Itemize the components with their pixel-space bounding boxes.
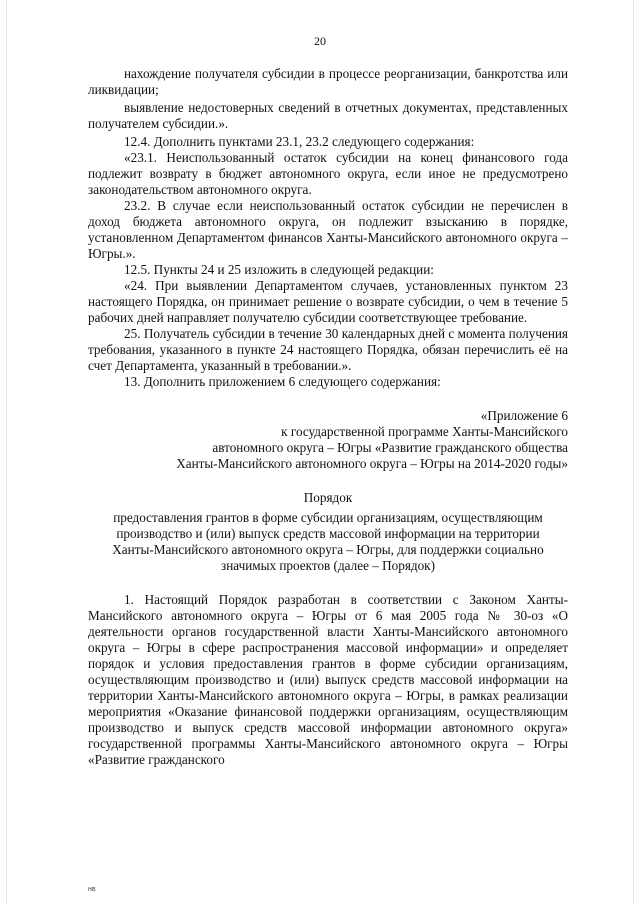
footer-mark: нв: [88, 886, 96, 893]
appendix-line-1: «Приложение 6: [480, 408, 568, 423]
paragraph-12-4: 12.4. Дополнить пунктами 23.1, 23.2 следующего содержания:: [124, 134, 475, 149]
document-body: [88, 66, 568, 768]
paragraph-13: 13. Дополнить приложением 6 следующего содержания:: [124, 374, 441, 389]
page-number: 20: [314, 34, 326, 48]
paragraph-1: 1. Настоящий Порядок разработан в соответствии с Законом Ханты-Мансийского автономного округа – Югры от 6 мая 2005 года № 30-оз «О деятельности органов государственной власти Ханты-Мансийского автономного округа – Югры в сфере распространения массовой информации» и определяет порядок и условия предоставления грантов в форме субсидии организациям, осуществляющим производство и (или) выпуск средств массовой информации на территории Ханты-Мансийского автономного округа – Югры, в рамках реализации мероприятия «Оказание финансовой поддержки организациям, осуществляющим производство и выпуск средств массовой информации автономного округа» государственной программы Ханты-Мансийского автономного округа – Югры «Развитие гражданского: [88, 592, 568, 767]
paragraph-12-5: 12.5. Пункты 24 и 25 изложить в следующей редакции:: [124, 262, 434, 277]
appendix-line-4: Ханты-Мансийского автономного округа – Югры на 2014-2020 годы»: [176, 456, 568, 471]
procedure-subtitle: предоставления грантов в форме субсидии организациям, осуществляющим производство и (или) выпуск средств массовой информации на территории Ханты-Мансийского автономного округа – Югры, для поддержки социально значимых проектов (далее – Порядок): [112, 510, 544, 573]
paragraph-24: «24. При выявлении Департаментом случаев, установленных пунктом 23 настоящего Порядка, он принимает решение о возврате субсидии, о чем в течение 5 рабочих дней направляет получателю субсидии соответствующее требование.: [88, 278, 568, 325]
scan-edge-right: [633, 0, 634, 905]
appendix-line-3: автономного округа – Югры «Развитие гражданского общества: [212, 440, 568, 455]
appendix-line-2: к государственной программе Ханты-Мансийского: [281, 424, 568, 439]
appendix-header: [88, 408, 568, 472]
paragraph-25: 25. Получатель субсидии в течение 30 календарных дней с момента получения требования, указанного в пункте 24 настоящего Порядка, обязан перечислить её на счет Департамента, указанный в требовании.».: [88, 326, 568, 373]
paragraph-unreliable-info: выявление недостоверных сведений в отчетных документах, представленных получателем субсидии.».: [88, 100, 568, 131]
scan-edge-left: [6, 0, 7, 905]
paragraph-reorganization: нахождение получателя субсидии в процессе реорганизации, банкротства или ликвидации;: [88, 66, 568, 97]
paragraph-23-1: «23.1. Неиспользованный остаток субсидии на конец финансового года подлежит возврату в бюджет автономного округа, если иное не предусмотрено законодательством автономного округа.: [88, 150, 568, 197]
procedure-title-block: [88, 490, 568, 574]
paragraph-23-2: 23.2. В случае если неиспользованный остаток субсидии не перечислен в доход бюджета автономного округа, он подлежит взысканию в порядке, установленном Департаментом финансов Ханты-Мансийского автономного округа – Югры.».: [88, 198, 568, 261]
procedure-heading: Порядок: [303, 490, 353, 505]
